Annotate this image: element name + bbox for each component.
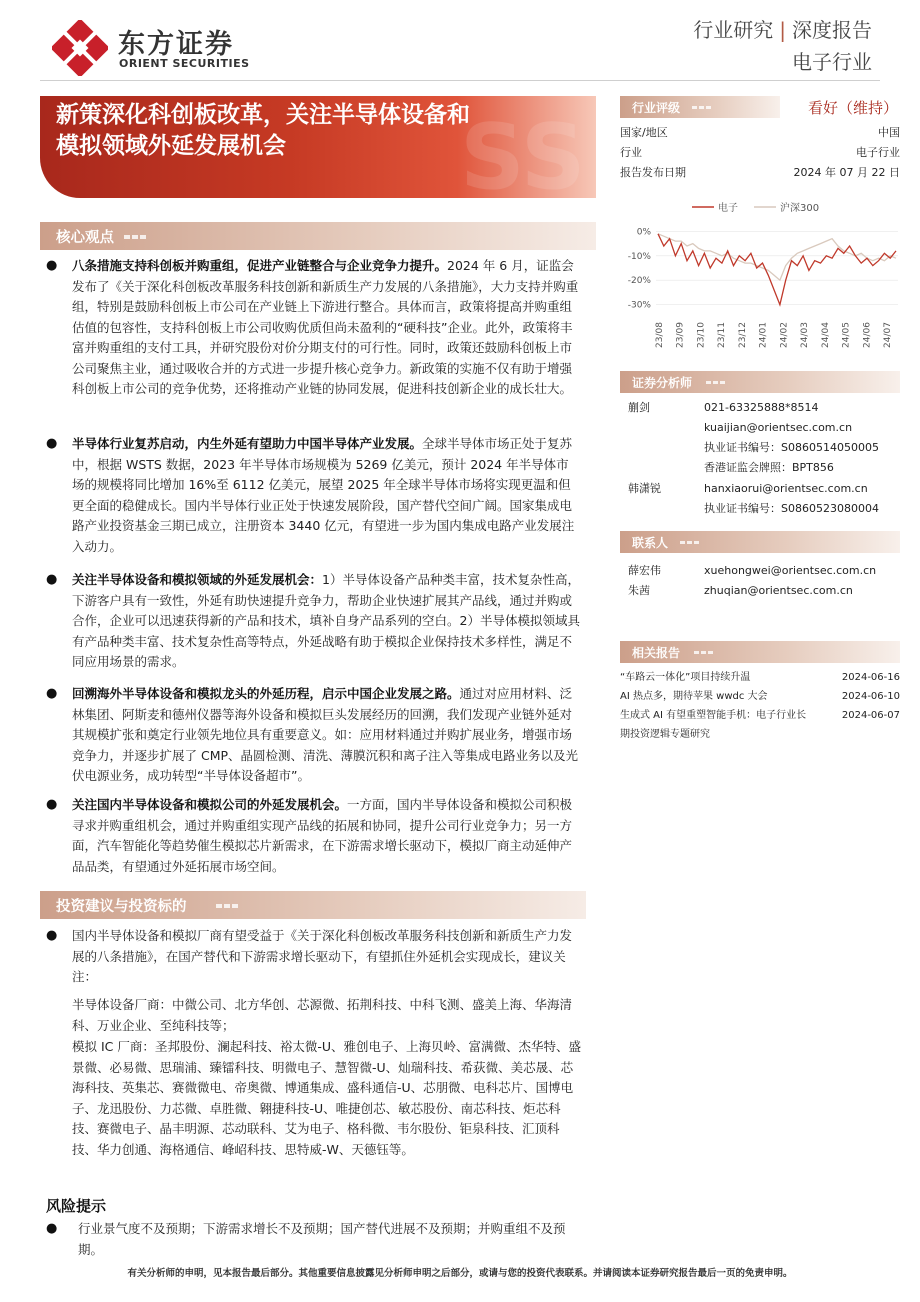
related-report-title[interactable]: 期投资逻辑专题研究 xyxy=(620,729,710,740)
x-tick-label: 23/12 xyxy=(737,322,748,348)
invest-section-header xyxy=(40,891,586,919)
chart-y-ticks xyxy=(628,227,652,310)
risk-text: 行业景气度不及预期；下游需求增长不及预期；国产替代进展不及预期；并购重组不及预期。 xyxy=(78,1221,566,1257)
analyst-2-email[interactable]: hanxiaorui@orientsec.com.cn xyxy=(704,482,868,495)
x-tick-label: 24/07 xyxy=(883,322,893,348)
bullet-icon: ● xyxy=(46,797,58,812)
core-item-3 xyxy=(72,570,580,673)
related-report-date: 2024-06-07 xyxy=(841,710,900,721)
info-value: 电子行业 xyxy=(856,146,900,159)
core-item-4-text: 通过对应用材料、泛林集团、阿斯麦和德州仪器等海外设备和模拟巨头发展经历的回溯，我们发现产业链外延对其规模扩张和奠定行业领先地位具有重要意义。如：应用材料通过并购扩展业务，增强市场竞争力，并逐步扩展了 CMP、晶圆检测、清洗、薄膜沉积和离子注入等集成电路业务以及光伏电源业务，成功转型“半导体设备超市”。 xyxy=(72,686,579,783)
bullet-icon: ● xyxy=(46,1221,58,1236)
analyst-1-details xyxy=(704,398,879,478)
y-tick-label: 0% xyxy=(636,227,651,238)
related-label: 相关报告 xyxy=(632,646,681,660)
invest-intro: 国内半导体设备和模拟厂商有望受益于《关于深化科创板改革服务科技创新和新质生产力发展的八条措施》，在国产替代和下游需求增长驱动下，有望抓住外延机会实现成长，建议关注： xyxy=(72,928,573,984)
related-report-date: 2024-06-16 xyxy=(841,672,900,683)
brand-name-cn: 东方证券 xyxy=(118,29,234,60)
related-report-title[interactable]: 生成式 AI 有望重塑智能手机：电子行业长 xyxy=(620,710,807,721)
related-report[interactable] xyxy=(620,687,900,706)
x-tick-label: 23/11 xyxy=(717,322,728,348)
bullet-icon: ● xyxy=(46,258,58,273)
x-tick-label: 23/10 xyxy=(696,322,707,348)
separator: | xyxy=(779,18,786,42)
core-item-2-lead: 半导体行业复苏启动，内生外延有望助力中国半导体产业发展。 xyxy=(72,436,423,451)
info-value: 2024 年 07 月 22 日 xyxy=(793,166,900,179)
report-title-line-2: 模拟领域外延发展机会 xyxy=(56,133,286,159)
performance-chart xyxy=(620,196,900,356)
report-type-2: 深度报告 xyxy=(792,18,872,42)
analyst-1-email[interactable]: kuaijian@orientsec.com.cn xyxy=(704,421,853,434)
report-type xyxy=(693,14,872,43)
core-item-4 xyxy=(72,684,580,787)
analyst-2-cert: 执业证书编号：S0860523080004 xyxy=(704,502,879,515)
info-value: 中国 xyxy=(878,126,900,139)
analyst-1-cert: 执业证书编号：S0860514050005 xyxy=(704,441,879,454)
industry-label: 电子行业 xyxy=(792,50,872,74)
rating-value: 看好（维持） xyxy=(807,99,898,117)
bullet-icon: ● xyxy=(46,572,58,587)
report-title-line-1: 新策深化科创板改革，关注半导体设备和 xyxy=(56,102,470,128)
related-report[interactable] xyxy=(620,668,900,687)
core-item-5-text: 一方面，国内半导体设备和模拟公司积极寻求并购重组机会，通过并购重组实现产品线的拓展和协同，提升公司行业竞争力；另一方面，汽车智能化等趋势催生模拟芯片新需求，在下游需求增长驱动下，模拟厂商主动延伸产品品类，有望通过外延拓展市场空间。 xyxy=(72,797,573,874)
analyst-1-phone: 021-63325888*8514 xyxy=(704,401,819,414)
x-tick-label: 23/08 xyxy=(655,322,665,348)
x-tick-label: 24/01 xyxy=(758,322,769,348)
contact-1-email[interactable]: xuehongwei@orientsec.com.cn xyxy=(704,564,877,577)
header-dots xyxy=(216,904,238,908)
info-row-region xyxy=(620,124,900,144)
svg-text:SS: SS xyxy=(460,105,586,198)
x-tick-label: 24/05 xyxy=(841,322,852,348)
x-tick-label: 24/03 xyxy=(800,322,811,348)
chart-series xyxy=(658,234,896,305)
invest-analog: 模拟 IC 厂商：圣邦股份、澜起科技、裕太微-U、雅创电子、上海贝岭、富满微、杰华特、盛景微、必易微、思瑞浦、臻镭科技、明微电子、慧智微-U、灿瑞科技、希荻微、美芯晟、芯海科技、英集芯、赛微微电、帝奥微、博通集成、盛科通信-U、芯朋微、电科芯片、国博电子、龙迅股份、力芯微、卓胜微、翱捷科技-U、唯捷创芯、敏芯股份、南芯科技、炬芯科技、赛微电子、晶丰明源、芯动联科、艾为电子、格科微、韦尔股份、钜泉科技、汇顶科技、华力创通、海格通信、峰岹科技、思特威-W、天德钰等。 xyxy=(72,1039,582,1157)
analyst-2-details xyxy=(704,479,879,519)
contact-2-name: 朱茜 xyxy=(628,584,650,597)
core-section-header xyxy=(40,222,596,250)
core-item-4-lead: 回溯海外半导体设备和模拟龙头的外延历程，启示中国企业发展之路。 xyxy=(72,686,460,701)
related-report-title[interactable]: “车路云一体化”项目持续升温 xyxy=(620,672,751,683)
x-tick-label: 23/09 xyxy=(675,322,686,348)
bullet-icon: ● xyxy=(46,436,58,451)
header-dots xyxy=(692,106,712,109)
header-dots xyxy=(124,235,146,239)
analyst-label: 证券分析师 xyxy=(632,376,693,390)
info-row-industry xyxy=(620,144,900,164)
contact-label: 联系人 xyxy=(632,536,669,550)
analyst-1-hk-license: 香港证监会牌照：BPT856 xyxy=(704,461,834,474)
invest-section-label: 投资建议与投资标的 xyxy=(56,899,187,915)
legend-label: 电子 xyxy=(718,203,738,214)
x-tick-label: 24/02 xyxy=(779,322,790,348)
header-dots xyxy=(680,541,700,544)
contact-header xyxy=(620,531,900,553)
report-title xyxy=(56,100,586,162)
core-item-2 xyxy=(72,434,580,557)
analyst-1-name: 蒯剑 xyxy=(628,401,650,414)
info-key: 行业 xyxy=(620,146,642,159)
related-report-title[interactable]: AI 热点多，期待苹果 wwdc 大会 xyxy=(620,691,768,702)
brand-name-en: ORIENT SECURITIES xyxy=(119,57,250,70)
x-tick-label: 24/06 xyxy=(862,322,873,348)
invest-equipment: 半导体设备厂商：中微公司、北方华创、芯源微、拓荆科技、中科飞测、盛美上海、华海清科、万业企业、至纯科技等； xyxy=(72,997,573,1033)
core-item-2-text: 全球半导体市场正处于复苏中，根据 WSTS 数据，2023 年半导体市场规模为 5269 亿美元，预计 2024 年半导体市场的规模将同比增加 16%至 6112 亿美元，展望 2025 年全球半导体市场将实现更温和但更全面的稳健成长。国内半导体行业正处于快速发展阶段，国产替代空间广阔。国家集成电路产业投资基金三期已成立，注册资本 3440 亿元，有望进一步为国内集成电路产业发展注入动力。 xyxy=(72,436,575,554)
y-tick-label: -30% xyxy=(627,300,651,311)
header-divider xyxy=(40,80,880,81)
risk-title: 风险提示 xyxy=(46,1197,107,1215)
y-tick-label: -10% xyxy=(627,251,651,262)
contact-1-name: 薛宏伟 xyxy=(628,564,661,577)
core-section-label: 核心观点 xyxy=(56,230,114,246)
footer-disclaimer: 有关分析师的申明，见本报告最后部分。其他重要信息披露见分析师申明之后部分，或请与您的投资代表联系。并请阅读本证券研究报告最后一页的免责申明。 xyxy=(127,1268,793,1279)
chart-grid xyxy=(656,231,898,304)
core-item-1 xyxy=(72,256,580,400)
info-key: 国家/地区 xyxy=(620,126,668,139)
orient-securities-logo-icon xyxy=(52,20,108,76)
analyst-header xyxy=(620,371,900,393)
related-report-continued[interactable] xyxy=(620,725,900,744)
bullet-icon: ● xyxy=(46,686,58,701)
core-item-5 xyxy=(72,795,580,877)
core-item-1-lead: 八条措施支持科创板并购重组，促进产业链整合与企业竞争力提升。 xyxy=(72,258,448,273)
core-item-5-lead: 关注国内半导体设备和模拟公司的外延发展机会。 xyxy=(72,797,348,812)
info-row-date xyxy=(620,164,900,184)
bullet-icon: ● xyxy=(46,928,58,943)
analyst-2-name: 韩潇锐 xyxy=(628,482,661,495)
legend-label: 沪深300 xyxy=(780,203,820,214)
x-tick-label: 24/04 xyxy=(820,322,831,348)
info-key: 报告发布日期 xyxy=(620,166,686,179)
contact-2-email[interactable]: zhuqian@orientsec.com.cn xyxy=(704,584,853,597)
series-line xyxy=(658,234,896,280)
rating-label: 行业评级 xyxy=(632,101,681,115)
chart-legend xyxy=(692,201,819,214)
rating-header xyxy=(620,96,780,118)
core-item-1-text: 2024 年 6 月，证监会发布了《关于深化科创板改革服务科技创新和新质生产力发展的八条措施》，大力支持并购重组，特别是鼓励科创板上市公司在产业链上下游进行整合。具体而言，政策将提高并购重组估值的包容性，支持科创板上市公司收购优质但尚未盈利的“硬科技”企业。此外，政策将丰富并购重组的支付工具，并研究股份对价分期支付的可行性。同时，政策还鼓励科创板上市公司聚焦主业，通过吸收合并的方式进一步提升核心竞争力。新政策的实施不仅有助于增强科创板上市公司的竞争优势，还将推动产业链的协同发展，促进科技创新企业的成长壮大。 xyxy=(72,258,579,396)
related-report[interactable] xyxy=(620,706,900,725)
header-dots xyxy=(706,381,726,384)
related-header xyxy=(620,641,900,663)
y-tick-label: -20% xyxy=(627,276,651,287)
core-item-3-lead: 关注半导体设备和模拟领域的外延发展机会： xyxy=(72,572,323,587)
header-dots xyxy=(694,651,714,654)
related-report-date: 2024-06-10 xyxy=(841,691,900,702)
report-type-1: 行业研究 xyxy=(693,18,774,42)
chart-x-ticks xyxy=(655,322,893,348)
core-item-3-text: 1）半导体设备产品种类丰富，技术复杂性高，下游客户具有一致性，外延有助快速提升竞争力，帮助企业快速扩展其产品线，通过并购或合作，企业可以迅速获得新的产品和技术，填补自身产品系列的空白。2）半导体模拟领域具有产品种类丰富、技术复杂性高等特点，外延战略有助于模拟企业保持技术多样性，满足不同应用场景的需求。 xyxy=(72,572,580,669)
